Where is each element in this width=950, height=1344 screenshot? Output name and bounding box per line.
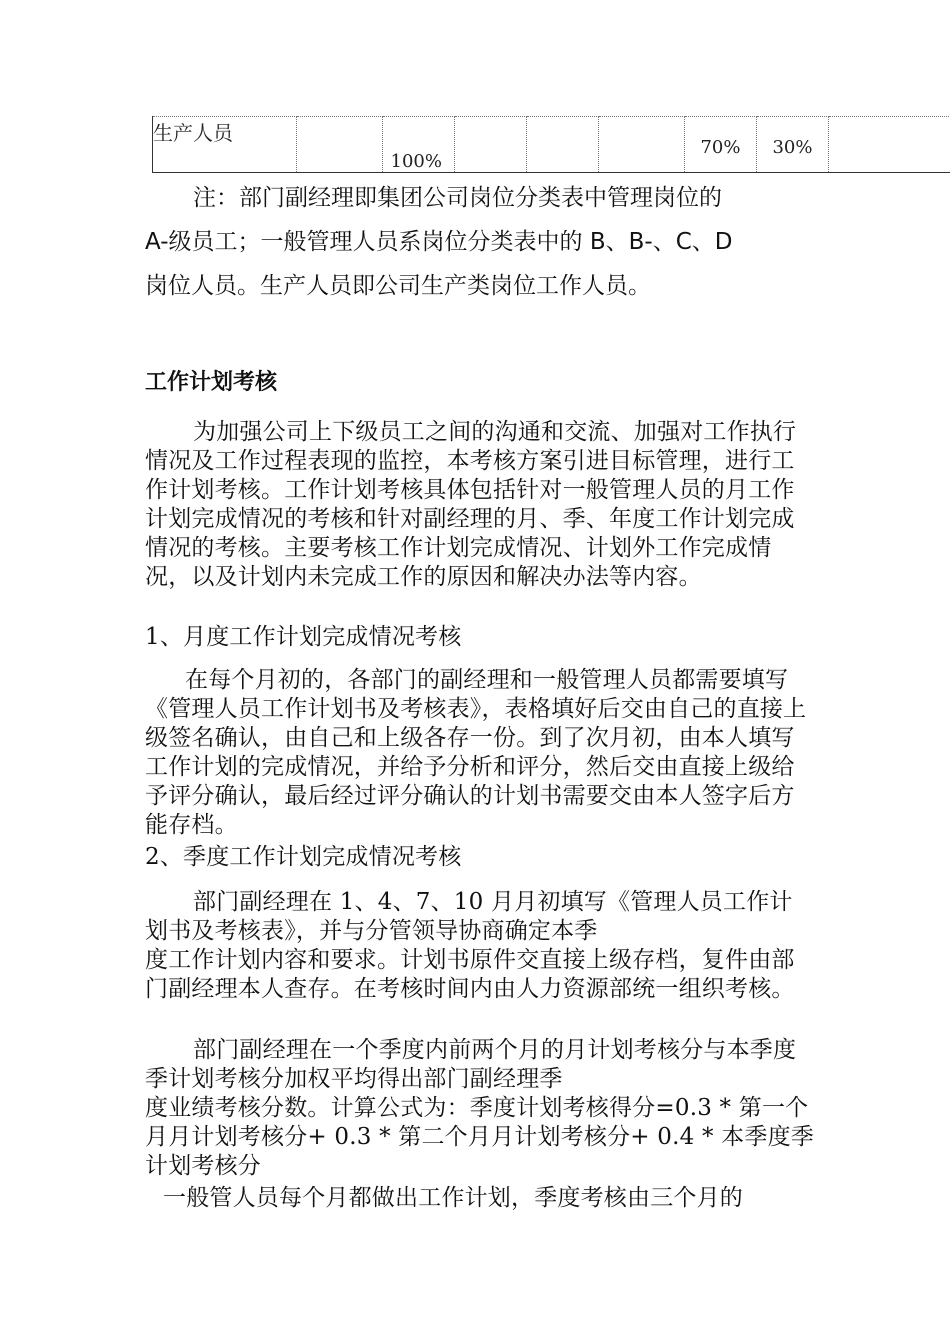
sub1-paragraph: 在每个月初的，各部门的副经理和一般管理人员都需要填写《管理人员工作计划书及考核表》，表格填好后交由自己的直接上级签名确认，由自己和上级各存一份。到了次月初，由本人填写工作计划的完成情况，并给予分析和评分，然后交由直接上级给予评分确认，最后经过评分确认的计划书需要交由本人签字后方能存档。 <box>145 667 807 838</box>
table-cell <box>829 117 950 173</box>
sub2-paragraph-2a: 部门副经理在一个季度内前两个月的月计划考核分与本季度季计划考核分加权平均得出部门副经理季 <box>145 1037 797 1092</box>
sub2-paragraph-1b: 度工作计划内容和要求。计划书原件交直接上级存档，复件由部门副经理本人查存。在考核时间内由人力资源部统一组织考核。 <box>145 947 795 1002</box>
table-cell <box>685 117 757 173</box>
sub2-paragraph-1a: 部门副经理在 1、4、7、10 月月初填写《管理人员工作计划书及考核表》，并与分管领导协商确定本季 <box>145 889 793 944</box>
cell-value-70: 70% <box>700 137 741 158</box>
table-cell <box>383 117 455 173</box>
note-line: 注：部门副经理即集团公司岗位分类表中管理岗位的 <box>193 185 722 211</box>
table-cell <box>757 117 829 173</box>
table-row <box>153 117 950 173</box>
weight-table-fragment <box>152 116 950 173</box>
section-title: 工作计划考核 <box>145 370 278 395</box>
cell-value-30: 30% <box>772 137 813 158</box>
cell-value-100: 100% <box>390 151 442 172</box>
table-cell <box>527 117 599 173</box>
table-note <box>145 176 815 308</box>
table-cell <box>599 117 685 173</box>
table-cell <box>297 117 383 173</box>
note-line: 岗位人员。生产人员即公司生产类岗位工作人员。 <box>145 273 651 299</box>
sub1-title: 1、月度工作计划完成情况考核 <box>145 624 462 650</box>
row-label: 生产人员 <box>153 117 297 173</box>
sub2-paragraph-2b: 度业绩考核分数。计算公式为：季度计划考核得分=0.3 * 第一个月月计划考核分+ 0.3 * 第二个月月计划考核分+ 0.4 * 本季度季计划考核分 <box>145 1095 814 1179</box>
note-line: A-级员工；一般管理人员系岗位分类表中的 B、B-、C、D <box>145 229 733 255</box>
sub2-paragraph-3: 一般管人员每个月都做出工作计划，季度考核由三个月的 <box>163 1185 743 1211</box>
table-cell <box>455 117 527 173</box>
weight-table <box>152 116 950 173</box>
intro-paragraph: 为加强公司上下级员工之间的沟通和交流、加强对工作执行情况及工作过程表现的监控，本考核方案引进目标管理，进行工作计划考核。工作计划考核具体包括针对一般管理人员的月工作计划完成情况的考核和针对副经理的月、季、年度工作计划完成情况的考核。主要考核工作计划完成情况、计划外工作完成情况，以及计划内未完成工作的原因和解决办法等内容。 <box>145 419 797 590</box>
sub2-title: 2、季度工作计划完成情况考核 <box>145 844 462 870</box>
